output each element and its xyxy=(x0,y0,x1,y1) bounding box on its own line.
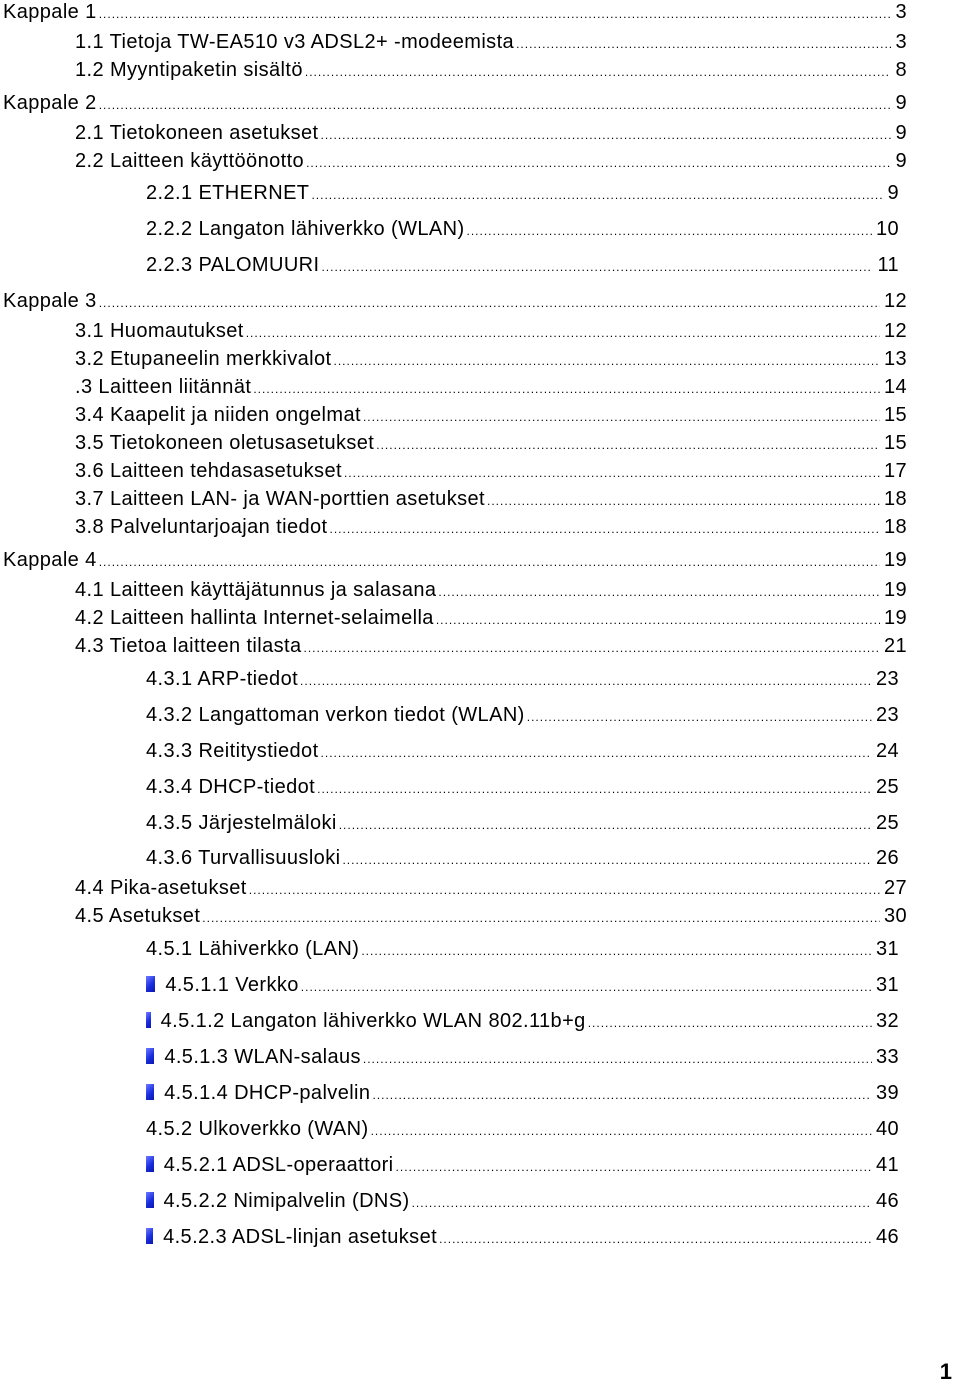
toc-entry-page: 33 xyxy=(875,1046,899,1068)
toc-entry-page: 15 xyxy=(883,404,907,426)
toc-entry-label: 4.5.2 Ulkoverkko (WAN) xyxy=(146,1118,369,1140)
dot-leader xyxy=(339,813,872,837)
toc-entry[interactable] xyxy=(75,375,907,401)
toc-entry[interactable] xyxy=(75,431,907,457)
toc-entry[interactable] xyxy=(146,703,899,729)
toc-entry[interactable] xyxy=(75,403,907,429)
dot-leader xyxy=(588,1011,872,1035)
square-bullet-icon xyxy=(146,1192,154,1208)
toc-entry-label: 1.2 Myyntipaketin sisältö xyxy=(75,59,303,81)
toc-entry-label: 3.2 Etupaneelin merkkivalot xyxy=(75,348,332,370)
toc-entry-label: 4.5.1.3 WLAN-salaus xyxy=(164,1046,361,1068)
toc-entry[interactable] xyxy=(146,1117,899,1143)
toc-entry[interactable] xyxy=(75,149,907,175)
toc-entry[interactable] xyxy=(75,319,907,345)
dot-leader xyxy=(467,219,872,243)
dot-leader xyxy=(99,291,880,315)
toc-entry[interactable] xyxy=(146,1225,899,1251)
toc-entry-label: 4.5.1.2 Langaton lähiverkko WLAN 802.11b+g xyxy=(160,1010,586,1032)
toc-entry-page: 31 xyxy=(875,974,899,996)
dot-leader xyxy=(301,975,872,999)
toc-entry[interactable] xyxy=(146,667,899,693)
toc-entry-page: 12 xyxy=(883,290,907,312)
square-bullet-icon xyxy=(146,1156,154,1172)
toc-entry[interactable] xyxy=(75,606,907,632)
toc-entry[interactable] xyxy=(3,91,907,117)
toc-entry-page: 40 xyxy=(875,1118,899,1140)
dot-leader xyxy=(372,1083,872,1107)
toc-entry[interactable] xyxy=(75,58,907,84)
dot-leader xyxy=(527,705,872,729)
toc-entry[interactable] xyxy=(146,253,899,279)
dot-leader xyxy=(99,2,892,26)
toc-entry[interactable] xyxy=(146,973,899,999)
toc-entry-page: 17 xyxy=(883,460,907,482)
dot-leader xyxy=(438,580,880,604)
toc-entry[interactable] xyxy=(3,0,907,26)
toc-entry-label: 2.2.1 ETHERNET xyxy=(146,182,310,204)
toc-entry-page: 31 xyxy=(875,938,899,960)
toc-entry-label: 4.2 Laitteen hallinta Internet-selaimella xyxy=(75,607,434,629)
toc-entry[interactable] xyxy=(75,30,907,56)
toc-entry-page: 19 xyxy=(883,579,907,601)
page-number: 1 xyxy=(939,1359,952,1384)
toc-entry-label: 2.2 Laitteen käyttöönotto xyxy=(75,150,305,172)
toc-entry-page: 18 xyxy=(883,488,907,510)
toc-entry-label: 4.3.6 Turvallisuusloki xyxy=(146,847,341,869)
toc-entry[interactable] xyxy=(146,1081,899,1107)
toc-entry-label: 4.5.1.4 DHCP-palvelin xyxy=(164,1082,371,1104)
dot-leader xyxy=(436,608,880,632)
dot-leader xyxy=(253,377,880,401)
toc-entry-page: 12 xyxy=(883,320,907,342)
toc-entry-label: 1.1 Tietoja TW-EA510 v3 ADSL2+ -modeemista xyxy=(75,31,515,53)
toc-entry-page: 13 xyxy=(883,348,907,370)
toc-entry[interactable] xyxy=(146,217,899,243)
toc-entry-label: 4.5.2.3 ADSL-linjan asetukset xyxy=(163,1226,438,1248)
toc-entry-page: 19 xyxy=(883,607,907,629)
dot-leader xyxy=(300,669,872,693)
dot-leader xyxy=(321,255,873,279)
toc-entry[interactable] xyxy=(146,937,899,963)
toc-entry-label: Kappale 3 xyxy=(3,290,97,312)
toc-entry-label: Kappale 2 xyxy=(3,92,97,114)
toc-entry-label: Kappale 4 xyxy=(3,549,97,571)
dot-leader xyxy=(246,321,880,345)
dot-leader xyxy=(99,550,880,574)
toc-entry-label: 3.6 Laitteen tehdasasetukset xyxy=(75,460,342,482)
toc-entry-label: 2.1 Tietokoneen asetukset xyxy=(75,122,319,144)
toc-entry-page: 24 xyxy=(875,740,899,762)
toc-entry-page: 14 xyxy=(883,376,907,398)
toc-entry-page: 8 xyxy=(895,59,907,81)
toc-entry[interactable] xyxy=(75,578,907,604)
dot-leader xyxy=(249,878,880,902)
dot-leader xyxy=(317,777,872,801)
toc-entry-page: 19 xyxy=(883,549,907,571)
dot-leader xyxy=(99,93,892,117)
toc-entry-page: 9 xyxy=(895,92,907,114)
toc-entry-label: 3.4 Kaapelit ja niiden ongelmat xyxy=(75,404,361,426)
toc-entry[interactable] xyxy=(146,846,899,872)
square-bullet-icon xyxy=(146,1012,151,1028)
toc-entry[interactable] xyxy=(146,775,899,801)
toc-entry-page: 39 xyxy=(875,1082,899,1104)
toc-entry-page: 3 xyxy=(895,1,907,23)
toc-entry-label: 4.3.5 Järjestelmäloki xyxy=(146,812,337,834)
toc-entry[interactable] xyxy=(75,487,907,513)
dot-leader xyxy=(361,939,872,963)
toc-entry-label: 4.3.3 Reititystiedot xyxy=(146,740,319,762)
dot-leader xyxy=(305,60,892,84)
dot-leader xyxy=(202,906,880,930)
toc-entry[interactable] xyxy=(146,739,899,765)
toc-entry-page: 9 xyxy=(887,182,899,204)
toc-entry-page: 10 xyxy=(875,218,899,240)
toc-entry-label: 4.3.4 DHCP-tiedot xyxy=(146,776,316,798)
toc-entry-label: Kappale 1 xyxy=(3,1,97,23)
toc-entry[interactable] xyxy=(75,459,907,485)
toc-entry-label: 4.4 Pika-asetukset xyxy=(75,877,247,899)
toc-entry-page: 11 xyxy=(877,254,899,276)
toc-entry-label: 3.8 Palveluntarjoajan tiedot xyxy=(75,516,328,538)
toc-entry-page: 32 xyxy=(875,1010,899,1032)
toc-entry-label: 4.3.2 Langattoman verkon tiedot (WLAN) xyxy=(146,704,525,726)
toc-entry-page: 9 xyxy=(895,150,907,172)
dot-leader xyxy=(311,183,883,207)
dot-leader xyxy=(321,741,872,765)
toc-entry-label: 3.5 Tietokoneen oletusasetukset xyxy=(75,432,375,454)
toc-entry[interactable] xyxy=(75,904,907,930)
toc-entry-page: 30 xyxy=(883,905,907,927)
toc-entry-page: 25 xyxy=(875,776,899,798)
toc-entry[interactable] xyxy=(75,347,907,373)
toc-entry[interactable] xyxy=(75,515,907,541)
toc-entry-label: 3.7 Laitteen LAN- ja WAN-porttien asetukset xyxy=(75,488,485,510)
toc-entry-label: 4.3.1 ARP-tiedot xyxy=(146,668,299,690)
toc-entry[interactable] xyxy=(146,1153,899,1179)
toc-entry[interactable] xyxy=(75,876,907,902)
toc-entry-label: 2.2.3 PALOMUURI xyxy=(146,254,320,276)
dot-leader xyxy=(342,848,872,872)
toc-entry[interactable] xyxy=(146,1189,899,1215)
toc-entry-page: 23 xyxy=(875,704,899,726)
toc-entry-label: 4.5.1 Lähiverkko (LAN) xyxy=(146,938,360,960)
toc-entry-label: 4.5.1.1 Verkko xyxy=(165,974,299,996)
toc-entry-label: 4.3 Tietoa laitteen tilasta xyxy=(75,635,302,657)
toc-entry[interactable] xyxy=(75,634,907,660)
dot-leader xyxy=(306,151,891,175)
square-bullet-icon xyxy=(146,976,155,992)
toc-entry[interactable] xyxy=(146,1045,899,1071)
dot-leader xyxy=(304,636,880,660)
dot-leader xyxy=(376,433,880,457)
dot-leader xyxy=(344,461,880,485)
square-bullet-icon xyxy=(146,1084,154,1100)
toc-entry-page: 18 xyxy=(883,516,907,538)
dot-leader xyxy=(321,123,892,147)
toc-entry-label: .3 Laitteen liitännät xyxy=(75,376,252,398)
toc-entry-page: 3 xyxy=(895,31,907,53)
toc-entry-page: 46 xyxy=(875,1190,899,1212)
toc-entry[interactable] xyxy=(3,289,907,315)
square-bullet-icon xyxy=(146,1048,154,1064)
dot-leader xyxy=(363,405,880,429)
dot-leader xyxy=(363,1047,872,1071)
dot-leader xyxy=(371,1119,872,1143)
square-bullet-icon xyxy=(146,1228,153,1244)
dot-leader xyxy=(412,1191,872,1215)
toc-entry[interactable] xyxy=(146,811,899,837)
toc-entry[interactable] xyxy=(146,181,899,207)
toc-entry-page: 46 xyxy=(875,1226,899,1248)
toc-entry[interactable] xyxy=(75,121,907,147)
dot-leader xyxy=(516,32,891,56)
toc-entry-page: 23 xyxy=(875,668,899,690)
toc-entry-label: 4.5.2.2 Nimipalvelin (DNS) xyxy=(163,1190,410,1212)
dot-leader xyxy=(487,489,880,513)
toc-entry-label: 4.1 Laitteen käyttäjätunnus ja salasana xyxy=(75,579,437,601)
toc-entry-page: 9 xyxy=(895,122,907,144)
toc-entry-page: 27 xyxy=(883,877,907,899)
toc-entry-label: 2.2.2 Langaton lähiverkko (WLAN) xyxy=(146,218,465,240)
toc-entry[interactable] xyxy=(146,1009,899,1035)
dot-leader xyxy=(334,349,880,373)
toc-entry-label: 3.1 Huomautukset xyxy=(75,320,244,342)
toc-entry-page: 41 xyxy=(875,1154,899,1176)
toc-entry-page: 25 xyxy=(875,812,899,834)
dot-leader xyxy=(329,517,879,541)
toc-entry[interactable] xyxy=(3,548,907,574)
dot-leader xyxy=(439,1227,872,1251)
toc-entry-page: 26 xyxy=(875,847,899,869)
toc-entry-page: 21 xyxy=(883,635,907,657)
toc-entry-label: 4.5 Asetukset xyxy=(75,905,201,927)
toc-entry-label: 4.5.2.1 ADSL-operaattori xyxy=(163,1154,394,1176)
dot-leader xyxy=(396,1155,872,1179)
toc-entry-page: 15 xyxy=(883,432,907,454)
